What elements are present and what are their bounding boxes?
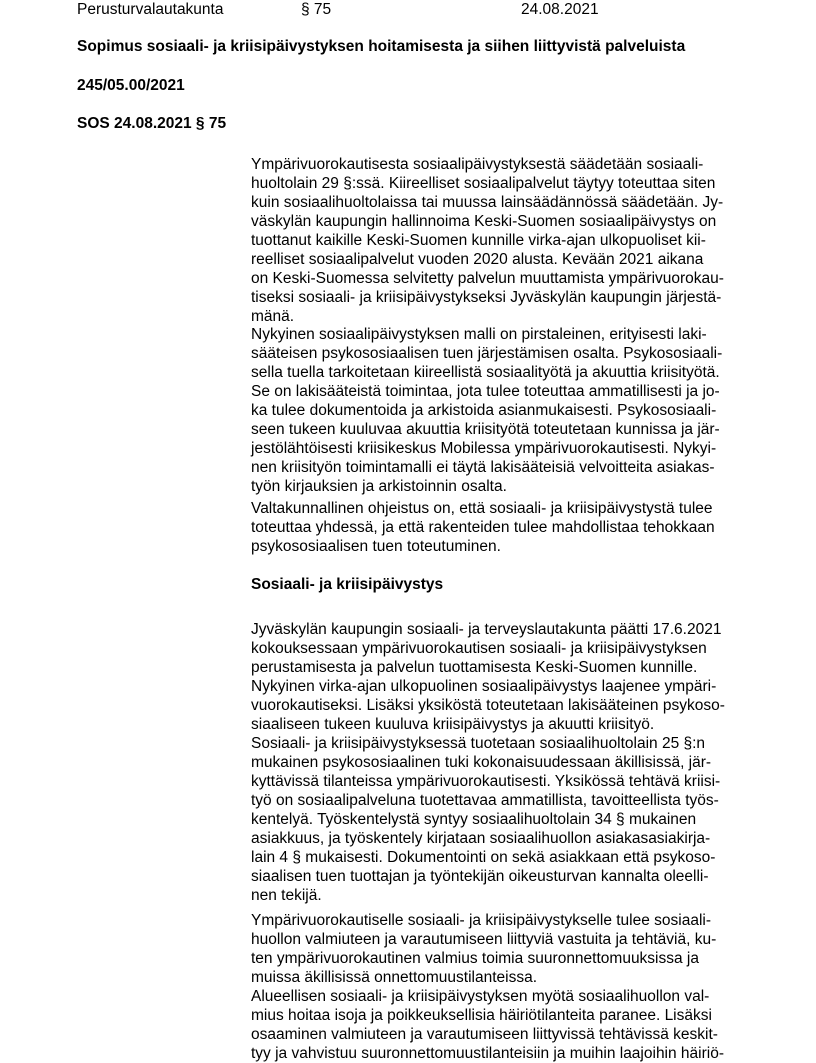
paragraph-preparedness [251,911,751,1063]
text-line: muissa äkillisissä onnettomuustilanteissa. [251,969,538,986]
text-line: kokouksessaan ympärivuorokautisen sosiaali- ja kriisipäivystyksen [251,640,707,657]
text-line: ka tulee dokumentoida ja arkistoida asianmukaisesti. Psykososiaali- [251,402,717,419]
text-line: kentelyä. Työskentelystä syntyy sosiaalihuoltolain 34 § mukainen [251,811,697,828]
text-line: lain 4 § mukaisesti. Dokumentointi on sekä asiakkaan että psykoso- [251,849,716,866]
page-header [77,0,777,20]
text-line: vuorokautiseksi. Lisäksi yksiköstä toteutetaan lakisääteinen psykoso- [251,697,725,714]
text-line: Nykyinen sosiaalipäivystyksen malli on pirstaleinen, erityisesti laki- [251,326,707,343]
text-line: Ympärivuorokautiselle sosiaali- ja kriisipäivystykselle tulee sosiaali- [251,912,712,929]
header-section: § 75 [301,1,332,18]
text-line: Nykyinen virka-ajan ulkopuolinen sosiaalipäivystys laajenee ympäri- [251,678,717,695]
text-line: Jyväskylän kaupungin sosiaali- ja terveyslautakunta päätti 17.6.2021 [251,621,722,638]
text-line: Ympärivuorokautisesta sosiaalipäivystyksestä säädetään sosiaali- [251,156,704,173]
text-line: asiakkuus, ja työskentely kirjataan sosiaalihuollon asiakasasiakirja- [251,830,711,847]
text-line: Sosiaali- ja kriisipäivystyksessä tuotetaan sosiaalihuoltolain 25 §:n [251,735,706,752]
header-organization: Perusturvalautakunta [77,1,224,18]
text-line: huollon valmiuteen ja varautumiseen liittyviä vastuita ja tehtäviä, ku- [251,931,717,948]
text-line: mukainen psykososiaalinen tuki kokonaisuudessaan äkillisissä, jär- [251,754,712,771]
text-line: siaaliseen tukeen kuuluva kriisipäivystys ja akuutti kriisityö. [251,716,655,733]
text-line: siaalisen tuen tuottajan ja työntekijän oikeusturvan kannalta oleelli- [251,868,709,885]
text-line: sella tuella tarkoitetaan kiireellistä sosiaalityötä ja akuuttia kriisityötä. [251,364,720,381]
text-line: tiseksi sosiaali- ja kriisipäivystykseksi Jyväskylän kaupungin järjestä- [251,289,722,306]
header-date: 24.08.2021 [521,1,599,18]
text-line: nen kriisityön toimintamalli ei täytä lakisääteisiä velvoitteita asiakas- [251,459,715,476]
document-title: Sopimus sosiaali- ja kriisipäivystyksen hoitamisesta ja siihen liittyvistä palveluista [77,38,686,55]
text-line: reelliset sosiaalipalvelut vuoden 2020 alusta. Kevään 2021 aikana [251,251,704,268]
text-line: tyy ja vahvistuu suuronnettomuustilanteisiin ja muihin laajoihin häiriö- [251,1045,724,1062]
text-line: työn kirjauksien ja arkistoinnin osalta. [251,478,507,495]
meeting-reference: SOS 24.08.2021 § 75 [77,115,227,132]
text-line: osaaminen valmiuteen ja varautumiseen liittyvissä tehtävissä keskit- [251,1026,718,1043]
text-line: väskylän kaupungin hallinnoima Keski-Suomen sosiaalipäivystys on [251,213,717,230]
text-line: toteuttaa yhdessä, ja että rakenteiden tulee mahdollistaa tehokkaan [251,519,715,536]
paragraph-intro [251,155,751,326]
text-line: Alueellisen sosiaali- ja kriisipäivystyksen myötä sosiaalihuollon val- [251,988,710,1005]
section-subheading: Sosiaali- ja kriisipäivystys [251,576,444,593]
text-line: huoltolain 29 §:ssä. Kiireelliset sosiaalipalvelut täytyy toteuttaa siten [251,175,716,192]
text-line: työ on sosiaalipalveluna tuotettavaa ammatillista, tavoitteellista työs- [251,792,719,809]
text-line: ten ympärivuorokautinen valmius toimia suuronnettomuuksissa ja [251,950,699,967]
text-line: tuottanut kaikille Keski-Suomen kunnille virka-ajan ulkopuoliset kii- [251,232,706,249]
text-line: psykososiaalisen tuen toteutuminen. [251,538,501,555]
text-line: mius hoitaa isoja ja poikkeuksellisia häiriötilanteita paranee. Lisäksi [251,1007,712,1024]
text-line: mänä. [251,308,295,325]
text-line: kuin sosiaalihuoltolaissa tai muussa lainsäädännössä säädetään. Jy- [251,194,724,211]
text-line: on Keski-Suomessa selvitetty palvelun muuttamista ympärivuorokau- [251,270,724,287]
text-line: seen tukeen kuuluvaa akuuttia kriisityötä toteutetaan kunnissa ja jär- [251,421,720,438]
record-number: 245/05.00/2021 [77,77,185,94]
text-line: perustamisesta ja palvelun tuottamisesta Keski-Suomen kunnille. [251,659,698,676]
text-line: kyttävissä tilanteissa ympärivuorokautisesti. Yksikössä tehtävä kriisi- [251,773,721,790]
text-line: jestölähtöisesti kriisikeskus Mobilessa ympärivuorokautisesti. Nykyi- [251,440,717,457]
text-line: Valtakunnallinen ohjeistus on, että sosiaali- ja kriisipäivystystä tulee [251,500,713,517]
paragraph-national-guidance [251,499,751,556]
text-line: sääteisen psykososiaalisen tuen järjestämisen osalta. Psykososiaali- [251,345,723,362]
text-line: nen tekijä. [251,887,322,904]
text-line: Se on lakisääteistä toimintaa, jota tulee toteuttaa ammatillisesti ja jo- [251,383,720,400]
paragraph-current-model [251,325,751,496]
paragraph-decision [251,620,751,905]
